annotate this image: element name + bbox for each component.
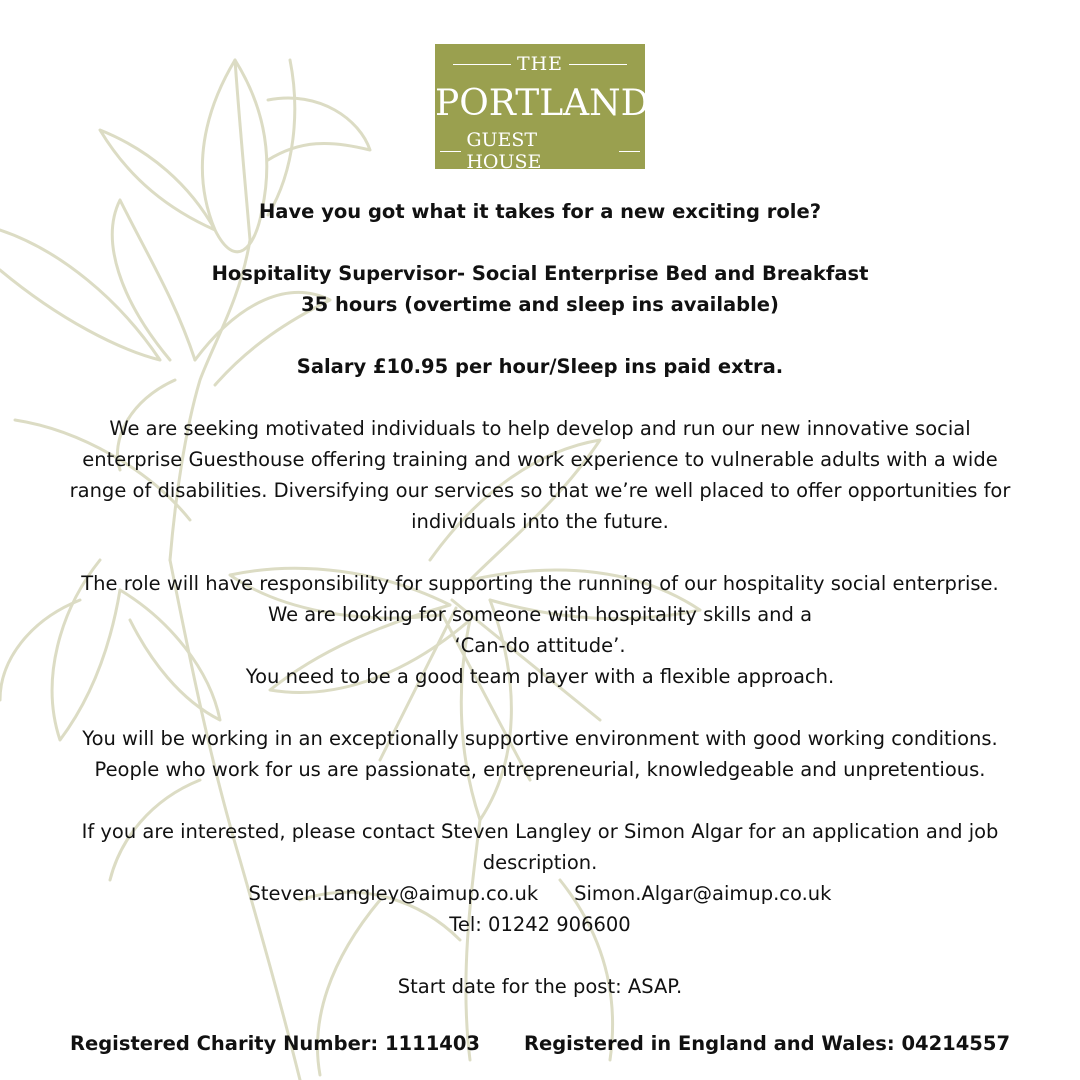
para3-line: People who work for us are passionate, entrepreneurial, knowledgeable and unpretentious. — [94, 758, 986, 781]
para2-line: We are looking for someone with hospitality skills and a — [267, 603, 813, 626]
logo-rule — [569, 64, 627, 65]
contact-telephone: Tel: 01242 906600 — [449, 913, 631, 936]
para2-line: You need to be a good team player with a flexible approach. — [245, 665, 835, 688]
registration-footer — [0, 1028, 1080, 1060]
para1-line: individuals into the future. — [411, 510, 669, 533]
portland-guest-house-logo — [435, 44, 650, 173]
logo-bottom-line — [435, 129, 645, 173]
logo-portland: PORTLAND — [435, 83, 650, 124]
logo-guest-house: GUEST HOUSE — [466, 129, 542, 173]
para2-line: The role will have responsibility for supporting the running of our hospitality social enterprise. — [81, 572, 999, 595]
contact-line: If you are interested, please contact Steven Langley or Simon Algar for an application and job — [81, 820, 999, 843]
logo-the: THE — [516, 53, 564, 75]
job-salary: Salary £10.95 per hour/Sleep ins paid extra. — [296, 355, 784, 378]
advert-heading: Have you got what it takes for a new exciting role? — [258, 200, 821, 223]
logo-rule — [453, 64, 511, 65]
job-advert-body — [20, 196, 1060, 1002]
logo-top-line — [435, 53, 645, 75]
contact-emails — [20, 878, 1060, 909]
charity-number: Registered Charity Number: 1111403 — [69, 1032, 480, 1055]
logo-rule — [440, 151, 461, 152]
start-date: Start date for the post: ASAP. — [397, 975, 683, 998]
para1-line: enterprise Guesthouse offering training and work experience to vulnerable adults with a wide — [82, 448, 998, 471]
job-title: Hospitality Supervisor- Social Enterprise Bed and Breakfast — [211, 262, 869, 285]
contact-line: description. — [482, 851, 598, 874]
email-simon-link[interactable]: Simon.Algar@aimup.co.uk — [574, 882, 832, 905]
job-hours: 35 hours (overtime and sleep ins available) — [301, 293, 779, 316]
company-number: Registered in England and Wales: 04214557 — [523, 1032, 1011, 1055]
para1-line: We are seeking motivated individuals to help develop and run our new innovative social — [109, 417, 971, 440]
para1-line: range of disabilities. Diversifying our services so that we’re well placed to offer opportunities for — [69, 479, 1011, 502]
email-steven-link[interactable]: Steven.Langley@aimup.co.uk — [248, 882, 539, 905]
para2-line: ‘Can-do attitude’. — [454, 634, 626, 657]
para3-line: You will be working in an exceptionally supportive environment with good working conditions. — [82, 727, 998, 750]
logo-rule — [619, 151, 640, 152]
